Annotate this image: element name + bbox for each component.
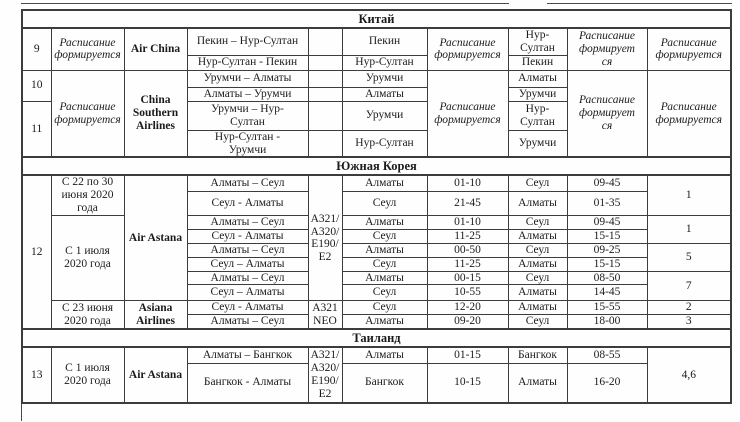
route-cell: Сеул - Алматы (187, 192, 308, 216)
aircraft-cell (308, 28, 342, 55)
aircraft-cell (308, 55, 342, 70)
departure-time-cell: 00-50 (427, 243, 508, 257)
arrival-time-cell: Расписание формируется (567, 70, 647, 157)
departure-time-cell: Расписание формируется (427, 70, 508, 157)
days-cell: 7 (647, 271, 731, 301)
route-cell: Сеул - Алматы (187, 301, 308, 315)
departure-city-cell: Нур-Султан (342, 55, 427, 70)
days-cell: 1 (647, 175, 731, 215)
arrival-city-cell: Сеул (508, 315, 567, 329)
route-cell: Нур-Султан - Пекин (187, 55, 308, 70)
cropped-top-border-right (547, 3, 732, 4)
airline-cell: Asiana Airlines (124, 301, 187, 329)
route-cell: Алматы – Сеул (187, 243, 308, 257)
route-cell: Алматы – Сеул (187, 216, 308, 230)
aircraft-cell (308, 101, 342, 130)
arrival-city-cell: Алматы (508, 301, 567, 315)
route-cell: Алматы – Урумчи (187, 87, 308, 101)
section-title-thailand: Таиланд (22, 329, 731, 347)
arrival-time-cell: 18-00 (567, 315, 647, 329)
arrival-city-cell: Алматы (508, 363, 567, 403)
departure-city-cell: Алматы (342, 175, 427, 191)
aircraft-cell: A321/ A320/ E190/ E2 (308, 175, 342, 301)
arrival-time-cell: 09-45 (567, 216, 647, 230)
departure-city-cell: Урумчи (342, 70, 427, 87)
departure-city-cell: Сеул (342, 229, 427, 243)
days-cell: 2 (647, 301, 731, 315)
route-cell: Пекин – Нур-Султан (187, 28, 308, 55)
arrival-time-cell: 09-25 (567, 243, 647, 257)
arrival-time-cell: 08-50 (567, 271, 647, 285)
departure-time-cell: 11-25 (427, 257, 508, 271)
row-number-cell: 11 (22, 101, 51, 157)
route-cell: Сеул - Алматы (187, 229, 308, 243)
arrival-city-cell: Нур-Султан (508, 28, 567, 55)
arrival-city-cell: Сеул (508, 243, 567, 257)
arrival-time-cell: Расписание формируется (567, 28, 647, 70)
departure-city-cell: Пекин (342, 28, 427, 55)
aircraft-cell (308, 87, 342, 101)
departure-city-cell: Сеул (342, 257, 427, 271)
days-cell: 4,6 (647, 347, 731, 403)
route-cell: Сеул – Алматы (187, 257, 308, 271)
departure-city-cell: Сеул (342, 285, 427, 301)
airline-cell: Air Astana (124, 175, 187, 301)
departure-city-cell: Алматы (342, 347, 427, 363)
departure-time-cell: 10-55 (427, 285, 508, 301)
route-cell: Нур-Султан - Урумчи (187, 130, 308, 157)
arrival-city-cell: Алматы (508, 285, 567, 301)
section-title-china: Китай (22, 10, 731, 28)
airline-cell: China Southern Airlines (124, 70, 187, 157)
arrival-time-cell: 15-15 (567, 257, 647, 271)
cropped-top-border-left (21, 3, 509, 4)
departure-time-cell: 00-15 (427, 271, 508, 285)
aircraft-cell: A321 NEO (308, 301, 342, 329)
departure-time-cell: 11-25 (427, 229, 508, 243)
period-cell: С 1 июля 2020 года (51, 216, 124, 301)
arrival-city-cell: Сеул (508, 175, 567, 191)
row-number-cell: 12 (22, 175, 51, 329)
departure-time-cell: 01-10 (427, 216, 508, 230)
route-cell: Урумчи – Алматы (187, 70, 308, 87)
arrival-time-cell: 15-55 (567, 301, 647, 315)
arrival-city-cell: Алматы (508, 70, 567, 87)
days-cell: 1 (647, 216, 731, 244)
arrival-city-cell: Сеул (508, 271, 567, 285)
period-cell: Расписание формируется (51, 70, 124, 157)
airline-cell: Air China (124, 28, 187, 70)
departure-time-cell: 01-15 (427, 347, 508, 363)
days-cell: 3 (647, 315, 731, 329)
departure-city-cell: Алматы (342, 243, 427, 257)
row-number-cell: 9 (22, 28, 51, 70)
departure-city-cell: Нур-Султан (342, 130, 427, 157)
days-cell: Расписание формируется (647, 70, 731, 157)
aircraft-cell (308, 70, 342, 87)
arrival-time-cell: 01-35 (567, 192, 647, 216)
route-cell: Алматы – Сеул (187, 271, 308, 285)
departure-city-cell: Сеул (342, 301, 427, 315)
departure-time-cell: 21-45 (427, 192, 508, 216)
departure-city-cell: Сеул (342, 192, 427, 216)
departure-city-cell: Бангкок (342, 363, 427, 403)
arrival-city-cell: Алматы (508, 192, 567, 216)
departure-time-cell: 10-15 (427, 363, 508, 403)
arrival-city-cell: Урумчи (508, 130, 567, 157)
days-cell: 5 (647, 243, 731, 271)
period-cell: С 1 июля 2020 года (51, 347, 124, 403)
arrival-time-cell: 15-15 (567, 229, 647, 243)
route-cell: Алматы – Сеул (187, 175, 308, 191)
arrival-city-cell: Алматы (508, 229, 567, 243)
arrival-time-cell: 09-45 (567, 175, 647, 191)
period-cell: С 23 июня 2020 года (51, 301, 124, 329)
arrival-city-cell: Урумчи (508, 87, 567, 101)
arrival-city-cell: Нур-Султан (508, 101, 567, 130)
route-cell: Бангкок - Алматы (187, 363, 308, 403)
arrival-city-cell: Бангкок (508, 347, 567, 363)
row-number-cell: 13 (22, 347, 51, 403)
departure-city-cell: Алматы (342, 271, 427, 285)
arrival-time-cell: 08-55 (567, 347, 647, 363)
section-title-south-korea: Южная Корея (22, 157, 731, 175)
arrival-time-cell: 14-45 (567, 285, 647, 301)
arrival-city-cell: Алматы (508, 257, 567, 271)
departure-city-cell: Алматы (342, 315, 427, 329)
route-cell: Алматы – Сеул (187, 315, 308, 329)
arrival-city-cell: Сеул (508, 216, 567, 230)
departure-time-cell: 01-10 (427, 175, 508, 191)
route-cell: Урумчи – Нур-Султан (187, 101, 308, 130)
flight-schedule-table (21, 9, 732, 404)
arrival-time-cell: 16-20 (567, 363, 647, 403)
airline-cell: Air Astana (124, 347, 187, 403)
departure-time-cell: Расписание формируется (427, 28, 508, 70)
days-cell: Расписание формируется (647, 28, 731, 70)
departure-city-cell: Алматы (342, 87, 427, 101)
departure-time-cell: 09-20 (427, 315, 508, 329)
departure-time-cell: 12-20 (427, 301, 508, 315)
arrival-city-cell: Пекин (508, 55, 567, 70)
period-cell: С 22 по 30 июня 2020 года (51, 175, 124, 215)
departure-city-cell: Урумчи (342, 101, 427, 130)
route-cell: Алматы – Бангкок (187, 347, 308, 363)
aircraft-cell: A321/ A320/ E190/ E2 (308, 347, 342, 403)
departure-city-cell: Алматы (342, 216, 427, 230)
aircraft-cell (308, 130, 342, 157)
row-number-cell: 10 (22, 70, 51, 101)
period-cell: Расписание формируется (51, 28, 124, 70)
route-cell: Сеул – Алматы (187, 285, 308, 301)
